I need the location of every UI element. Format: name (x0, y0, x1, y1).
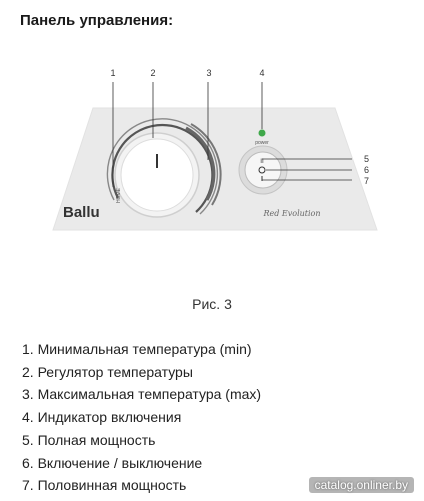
legend-item: 2. Регулятор температуры (22, 363, 193, 380)
legend-item: 6. Включение / выключение (22, 454, 203, 471)
callout-1: 1 (110, 68, 116, 78)
callout-7: 7 (364, 176, 370, 186)
page-title: Панель управления: (20, 12, 174, 29)
legend-item: 3. Максимальная температура (max) (22, 386, 262, 403)
temperature-knob (115, 133, 199, 217)
legend-item: 4. Индикатор включения (22, 409, 182, 426)
brand-sub: HOME (116, 188, 122, 203)
legend-item: 5. Полная мощность (22, 431, 156, 448)
power-label: power (255, 140, 269, 146)
legend-list (22, 338, 261, 497)
callout-2: 2 (150, 68, 156, 78)
callout-3: 3 (206, 68, 212, 78)
figure-caption: Рис. 3 (192, 296, 232, 312)
callout-6: 6 (364, 165, 370, 175)
full-power-icon: II (260, 158, 264, 165)
power-indicator-icon (259, 130, 266, 137)
legend-item: 7. Половинная мощность (22, 477, 187, 494)
callout-4: 4 (259, 68, 265, 78)
series-name: Red Evolution (263, 209, 321, 218)
watermark: catalog.onliner.by (309, 477, 414, 493)
brand-logo: Ballu (63, 204, 100, 221)
callout-5: 5 (364, 154, 370, 164)
legend-item: 1. Минимальная температура (min) (22, 341, 252, 357)
